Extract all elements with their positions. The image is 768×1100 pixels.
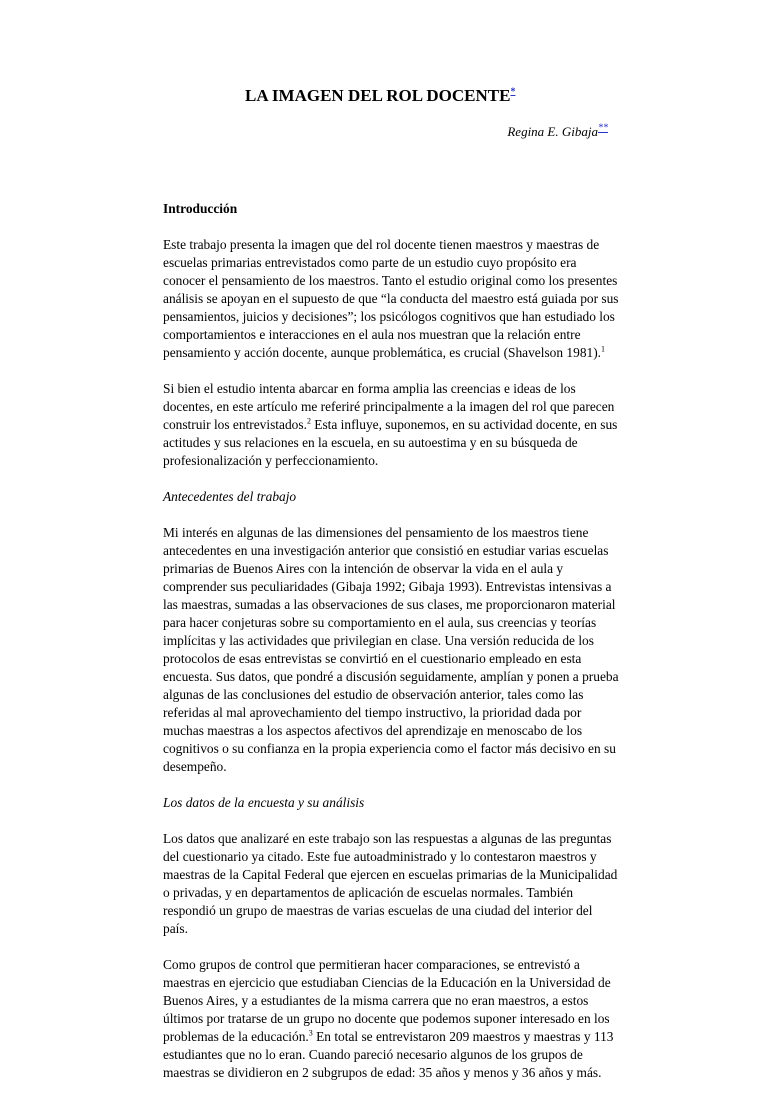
document-body xyxy=(163,200,619,1100)
paragraph-5 xyxy=(163,956,619,1082)
document-title xyxy=(245,86,515,106)
footnote-ref-2: 2 xyxy=(306,416,311,426)
antecedentes-heading: Antecedentes del trabajo xyxy=(163,489,297,504)
title-text: LA IMAGEN DEL ROL DOCENTE xyxy=(245,86,511,105)
title-footnote-link[interactable]: * xyxy=(510,86,516,98)
paragraph-2-text-a: Si bien el estudio intenta abarcar en forma amplia las creencias e ideas de los docentes, en este artículo me referiré principalmente a la imagen del rol que parecen construir los entrevistados. xyxy=(163,381,615,432)
footnote-ref-3: 3 xyxy=(308,1028,313,1038)
intro-heading: Introducción xyxy=(163,201,238,216)
paragraph-1-text: Este trabajo presenta la imagen que del rol docente tienen maestros y maestras de escuelas primarias entrevistados como parte de un estudio cuyo propósito era conocer el pensamiento de los maestros. Tanto el estudio original como los presentes análisis se apoyan en el supuesto de que “la conducta del maestro está guiada por sus pensamientos, juicios y decisiones”; los psicólogos cognitivos que han estudiado los comportamientos e interacciones en el aula nos muestran que la relación entre pensamiento y acción docente, aunque problemática, es crucial (Shavelson 1981). xyxy=(163,237,619,360)
paragraph-2 xyxy=(163,380,619,470)
datos-heading: Los datos de la encuesta y su análisis xyxy=(163,795,365,810)
paragraph-5-text-a: Como grupos de control que permitieran hacer comparaciones, se entrevistó a maestras en ejercicio que estudiaban Ciencias de la Educación en la Universidad de Buenos Aires, y a estudiantes de la misma carrera que no eran maestros, a estos últimos por tratarse de un grupo no docente que podemos suponer interesado en los problemas de la educación. xyxy=(163,957,611,1044)
paragraph-1 xyxy=(163,236,619,362)
paragraph-3: Mi interés en algunas de las dimensiones del pensamiento de los maestros tiene antecedentes en una investigación anterior que consistió en estudiar varias escuelas primarias de Buenos Aires con la intención de observar la vida en el aula y comprender sus peculiaridades (Gibaja 1992; Gibaja 1993). Entrevistas intensivas a las maestras, sumadas a las observaciones de sus clases, me proporcionaron material para hacer conjeturas sobre su comportamiento en el aula, sus creencias y teorías implícitas y las actividades que privilegian en clase. Una versión reducida de los protocolos de esas entrevistas se convirtió en el cuestionario empleado en esta encuesta. Sus datos, que pondré a discusión seguidamente, amplían y ponen a prueba algunas de las conclusiones del estudio de observación anterior, tales como las referidas al mal aprovechamiento del tiempo instructivo, la prioridad dada por muchas maestras a los aspectos afectivos del aprendizaje en menoscabo de los cognitivos o su confianza en la propia experiencia como el factor más decisivo en su desempeño. xyxy=(163,525,619,774)
paragraph-4: Los datos que analizaré en este trabajo son las respuestas a algunas de las preguntas del cuestionario ya citado. Este fue autoadministrado y lo contestaron maestros y maestras de la Capital Federal que ejercen en escuelas primarias de la Municipalidad o privadas, y en departamentos de aplicación de escuelas normales. También respondió un grupo de maestras de varias escuelas de una ciudad del interior del país. xyxy=(163,831,618,936)
author-name: Regina E. Gibaja xyxy=(507,124,598,139)
author-line xyxy=(507,124,608,140)
author-footnote-link[interactable]: ** xyxy=(598,122,608,134)
footnote-ref-1: 1 xyxy=(601,344,606,354)
paragraph-5-text-b: En total se entrevistaron 209 maestros y maestras y 113 estudiantes que no lo eran. Cuando pareció necesario algunos de los grupos de maestras se dividieron en 2 subgrupos de edad: 35 años y menos y 36 años y más. xyxy=(163,1029,614,1080)
paragraph-2-text-b: Esta influye, suponemos, en su actividad docente, en sus actitudes y sus relaciones en la escuela, en su autoestima y en su búsqueda de profesionalización y perfeccionamiento. xyxy=(163,417,618,468)
